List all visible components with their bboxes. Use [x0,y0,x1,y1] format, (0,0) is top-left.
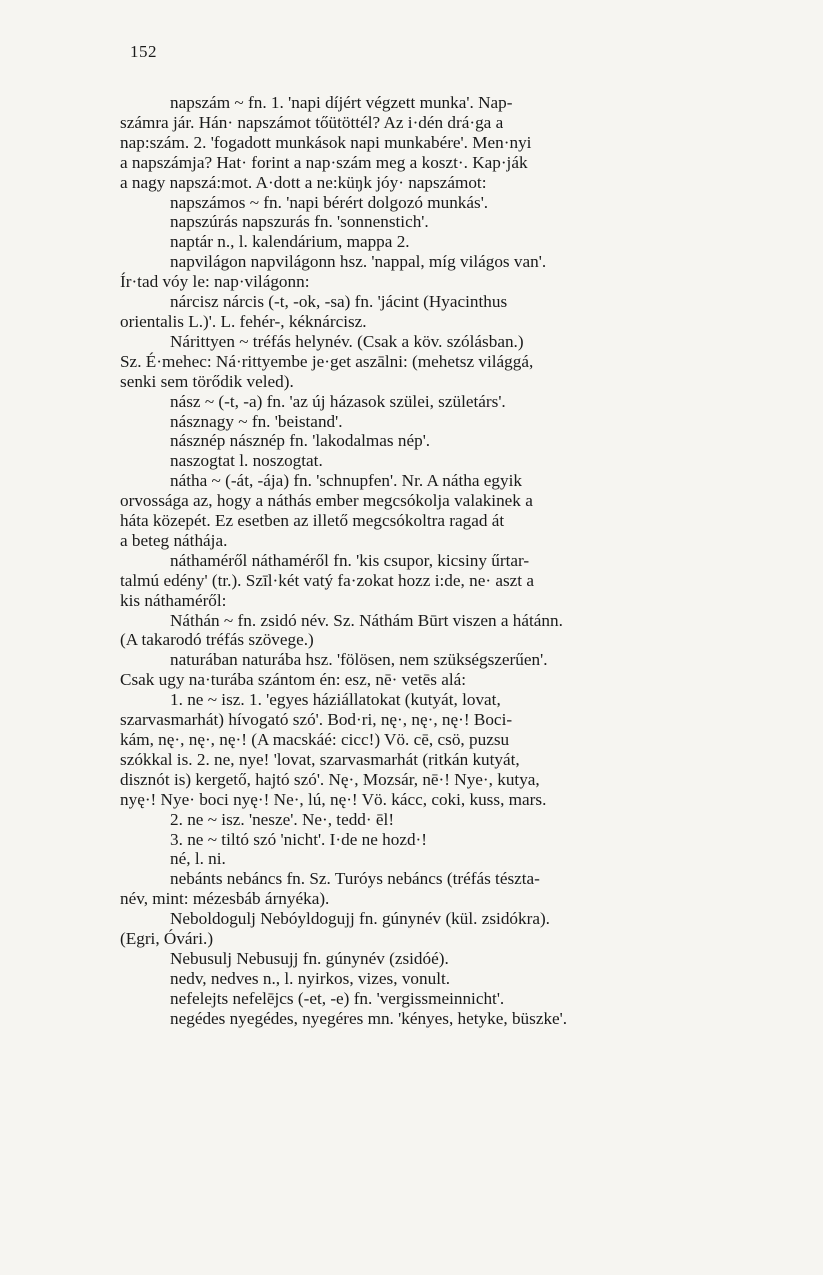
dictionary-entry [120,690,738,809]
dictionary-entry [120,869,738,909]
entry-line: név, mint: mézesbáb árnyéka). [120,889,330,909]
entry-line: Sz. É·mehec: Ná·rittyembe je·get aszālni: (mehetsz világgá, [120,351,534,371]
entry-line: kám, nę·, nę·, nę·! (A macskáé: cicc!) Vö. cē, csö, puzsu [120,730,510,749]
entry-line: a napszámja? Hat· forint a nap·szám meg a koszt·. Kap·ják [120,152,528,172]
entry-line: nap:szám. 2. 'fogadott munkások napi munkabére'. Men·nyi [120,132,532,152]
entry-first-line: napszám ~ fn. 1. 'napi díjért végzett munka'. Nap- [170,93,513,112]
entry-first-line: nefelejts nefelējcs (-et, -e) fn. 'vergissmeinnicht'. [170,988,505,1008]
dictionary-column [120,93,738,1029]
dictionary-entry [120,93,738,193]
entry-line: talmú edény' (tr.). Szīl·két vatý fa·zokat hozz i:de, ne· aszt a [120,570,534,590]
entry-line: háta közepét. Ez esetben az illető megcsókoltra ragad át [120,511,505,531]
entry-line: kis náthaméről: [120,590,227,610]
entry-line: orvossága az, hogy a náthás ember megcsókolja valakinek a [120,491,533,511]
dictionary-entry [120,909,738,949]
entry-line: számra jár. Hán· napszámot tőütöttél? Az i·dén drá·ga a [120,112,504,132]
dictionary-entry [120,810,738,830]
dictionary-entry [120,451,738,471]
entry-line: a nagy napszá:mot. A·dott a ne:küŋk jóy· napszámot: [120,172,487,192]
entry-first-line: Náthán ~ fn. zsidó név. Sz. Náthám Būrt viszen a hátánn. [170,610,563,630]
dictionary-entry [120,1009,738,1029]
entry-line: Csak ugy na·turába szántom én: esz, nē· vetēs alá: [120,670,467,690]
entry-line: orientalis L.)'. L. fehér-, kéknárcisz. [120,311,367,331]
entry-first-line: 2. ne ~ isz. 'nesze'. Ne·, tedd· ēl! [170,809,395,829]
entry-first-line: napszúrás napszurás fn. 'sonnenstich'. [170,212,429,232]
dictionary-entry [120,650,738,690]
entry-first-line: napvilágon napvilágonn hsz. 'nappal, míg világos van'. [170,252,547,272]
dictionary-entry [120,212,738,232]
dictionary-entry [120,849,738,869]
dictionary-entry [120,412,738,432]
dictionary-entry [120,989,738,1009]
entry-first-line: naturában naturába hsz. 'fölösen, nem szükségszerűen'. [170,650,548,670]
entry-line: senki sem törődik veled). [120,371,294,391]
dictionary-entry [120,252,738,292]
entry-first-line: nátha ~ (-át, -ája) fn. 'schnupfen'. Nr. A nátha egyik [170,471,522,491]
dictionary-entry [120,830,738,850]
dictionary-entry [120,969,738,989]
dictionary-entry [120,232,738,252]
entry-line: nyę·! Nye· boci nyę·! Ne·, lú, nę·! Vö. kácc, coki, kuss, mars. [120,789,547,809]
entry-line: Ír·tad vóy le: nap·világonn: [120,272,310,292]
dictionary-entry [120,431,738,451]
dictionary-entry [120,551,738,611]
entry-first-line: násznép násznép fn. 'lakodalmas nép'. [170,431,431,451]
entry-line: (Egri, Óvári.) [120,929,214,949]
entry-first-line: napszámos ~ fn. 'napi bérért dolgozó munkás'. [170,192,489,212]
entry-line: szókkal is. 2. ne, nye! 'lovat, szarvasmarhát (ritkán kutyát, [120,749,520,769]
entry-first-line: 1. ne ~ isz. 1. 'egyes háziállatokat (kutyát, lovat, [170,690,501,710]
dictionary-entry [120,611,738,651]
entry-first-line: násznagy ~ fn. 'beistand'. [170,411,343,431]
entry-line: (A takarodó tréfás szövege.) [120,630,314,650]
entry-first-line: Nárittyen ~ tréfás helynév. (Csak a köv. szólásban.) [170,331,524,351]
dictionary-entry [120,949,738,969]
entry-first-line: nárcisz nárcis (-t, -ok, -sa) fn. 'jácint (Hyacinthus [170,292,508,312]
entry-first-line: Nebusulj Nebusujj fn. gúnynév (zsidóé). [170,948,449,968]
entry-first-line: naptár n., l. kalendárium, mappa 2. [170,232,410,252]
entry-first-line: nebánts nebáncs fn. Sz. Turóys nebáncs (tréfás tészta- [170,869,540,889]
entry-first-line: negédes nyegédes, nyegéres mn. 'kényes, hetyke, büszke'. [170,1008,568,1028]
dictionary-entry [120,193,738,213]
dictionary-entry [120,292,738,332]
page-number: 152 [130,42,157,61]
entry-line: a beteg náthája. [120,530,228,550]
dictionary-entry [120,392,738,412]
entry-line: disznót is) kergető, hajtó szó'. Nę·, Mozsár, nē·! Nye·, kutya, [120,769,540,789]
entry-first-line: nász ~ (-t, -a) fn. 'az új házasok szülei, születárs'. [170,391,506,411]
entry-first-line: Neboldogulj Nebóyldogujj fn. gúnynév (kül. zsidókra). [170,909,550,929]
entry-first-line: 3. ne ~ tiltó szó 'nicht'. I·de ne hozd·! [170,829,427,849]
entry-first-line: naszogtat l. noszogtat. [170,451,323,471]
entry-first-line: né, l. ni. [170,849,226,869]
entry-first-line: náthaméről náthaméről fn. 'kis csupor, kicsiny űrtar- [170,550,530,570]
entry-first-line: nedv, nedves n., l. nyirkos, vizes, vonult. [170,968,451,988]
dictionary-entry [120,471,738,551]
entry-line: szarvasmarhát) hívogató szó'. Bod·ri, nę·, nę·, nę·! Boci- [120,710,513,730]
dictionary-entry [120,332,738,392]
